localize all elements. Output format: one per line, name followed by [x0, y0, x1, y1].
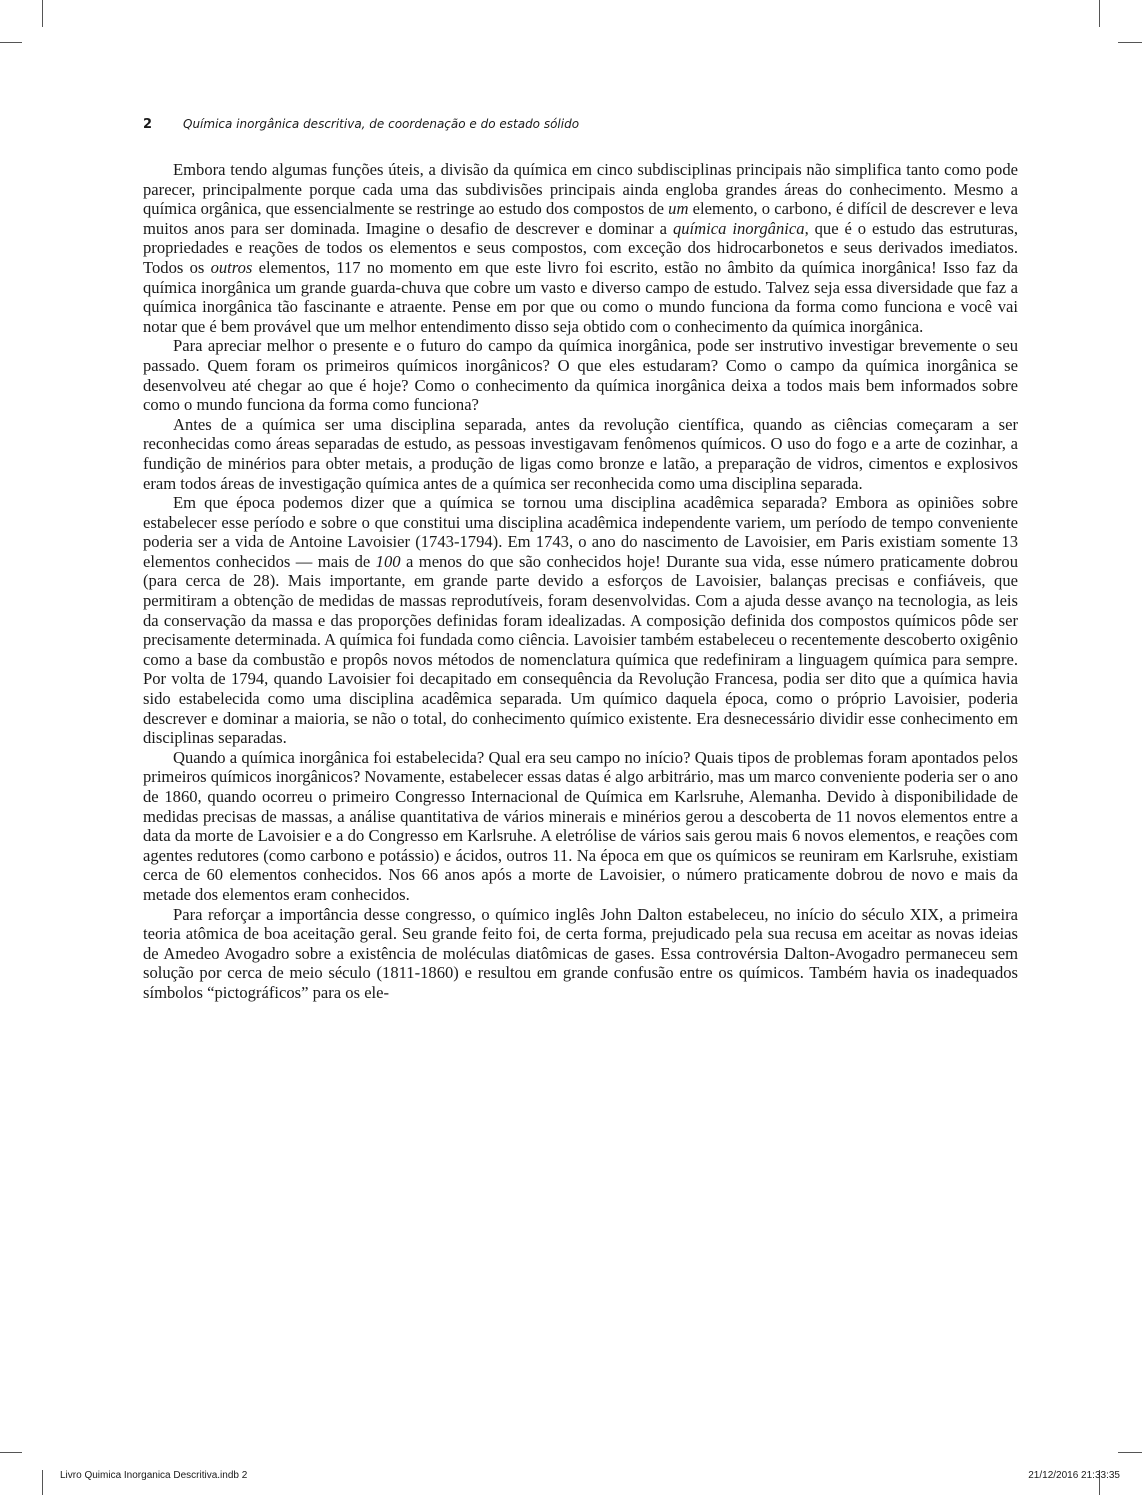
text-run: , que é o estudo das estruturas, propriedades e reações de todos os elementos e seus compostos, com exceção dos hidrocarbonetos e seus derivados imediatos. Todos os — [143, 218, 1018, 277]
footer-timestamp: 21/12/2016 21:33:35 — [1028, 1470, 1120, 1481]
text-run: a menos do que são conhecidos hoje! Durante sua vida, esse número praticamente dobrou (para cerca de 28). Mais importante, em grande parte devido a esforços de Lavoisier, balanças precisas e confiáveis, que permitiram a obtenção de medidas de massas reprodutíveis, foram desenvolvidas. Com a ajuda desse avanço na tecnologia, as leis da conservação da massa e das proporções definidas foram idealizadas. A composição definida dos compostos químicos pôde ser precisamente determinada. A química foi fundada como ciência. Lavoisier também estabeleceu o recentemente descoberto oxigênio como a base da combustão e propôs novos métodos de nomenclatura química que redefiniram a linguagem química para sempre. Por volta de 1794, quando Lavoisier foi decapitado em consequência da Revolução Francesa, podia ser dito que a química havia sido estabelecida como uma disciplina acadêmica separada. Um químico daquela época, como o próprio Lavoisier, poderia descrever e dominar a maioria, se não o total, do conhecimento químico existente. Era desnecessário dividir esse conhecimento em disciplinas separadas. — [143, 551, 1018, 748]
paragraph — [143, 415, 1018, 493]
running-title: Química inorgânica descritiva, de coordenação e do estado sólido — [183, 117, 580, 131]
paragraph — [143, 160, 1018, 336]
text-run: Antes de a química ser uma disciplina separada, antes da revolução científica, quando as ciências começaram a ser reconhecidas como áreas separadas de estudo, as pessoas investigavam fenômenos químicos. O uso do fogo e a arte de cozinhar, a fundição de minérios para obter metais, a produção de ligas como bronze e latão, a preparação de vidros, cimentos e explosivos eram todos áreas de investigação química antes de a química ser reconhecida como uma disciplina separada. — [143, 414, 1018, 493]
footer-file-name: Livro Quimica Inorganica Descritiva.indb 2 — [60, 1470, 248, 1481]
text-run: elementos, 117 no momento em que este livro foi escrito, estão no âmbito da química inorgânica! Isso faz da química inorgânica um grande guarda-chuva que cobre um vasto e diverso campo de estudo. Talvez seja essa diversidade que faz a química inorgânica tão fascinante e atraente. Pense em por que ou como o mundo funciona da forma como funciona e você vai notar que é bem provável que um melhor entendimento disso seja obtido com o conhecimento da química inorgânica. — [143, 257, 1018, 336]
text-run: elemento, o carbono, é difícil de descrever e leva muitos anos para ser dominada. Imagine o desafio de descrever e dominar a — [143, 199, 1018, 238]
crop-mark-top-right-h — [1118, 42, 1142, 43]
body-text — [143, 160, 1018, 1003]
text-run: Em que época podemos dizer que a química se tornou uma disciplina acadêmica separada? Embora as opiniões sobre estabelecer esse período e sobre o que constitui uma disciplina acadêmica independente variem, um período de tempo conveniente poderia ser a vida de Antoine Lavoisier (1743-1794). Em 1743, o ano do nascimento de Lavoisier, em Paris existiam somente 13 elementos conhecidos — mais de — [143, 493, 1018, 571]
crop-mark-bottom-left — [42, 1470, 43, 1495]
paragraph — [143, 336, 1018, 414]
running-header — [143, 116, 1023, 136]
text-run: Para reforçar a importância desse congresso, o químico inglês John Dalton estabeleceu, no início do século XIX, a primeira teoria atômica de boa aceitação geral. Seu grande feito foi, de certa forma, prejudicado pela sua recusa em aceitar as novas ideias de Amedeo Avogadro sobre a existência de moléculas diatômicas de gases. Essa controvérsia Dalton-Avogadro permaneceu sem solução por cerca de meio século (1811-1860) e resultou em grande confusão entre os químicos. Também havia os inadequados símbolos “pictográficos” para os ele- — [143, 904, 1018, 1002]
text-run: Embora tendo algumas funções úteis, a divisão da química em cinco subdisciplinas principais não simplifica tanto como pode parecer, principalmente porque cada uma das subdivisões principais ainda engloba grandes áreas do conhecimento. Mesmo a química orgânica, que essencialmente se restringe ao estudo dos compostos de — [143, 160, 1018, 219]
emphasis-text: química inorgânica — [672, 218, 805, 238]
emphasis-text: 100 — [375, 551, 401, 571]
emphasis-text: um — [668, 199, 689, 219]
paragraph — [143, 748, 1018, 905]
text-run: Para apreciar melhor o presente e o futuro do campo da química inorgânica, pode ser instrutivo investigar brevemente o seu passado. Quem foram os primeiros químicos inorgânicos? O que eles estudaram? Como o campo da química inorgânica se desenvolveu até chegar ao que é hoje? Como o conhecimento da química inorgânica deixa a todos mais bem informados sobre como o mundo funciona da forma como funciona? — [143, 336, 1018, 415]
paragraph — [143, 493, 1018, 748]
page-number: 2 — [143, 117, 153, 132]
paragraph — [143, 905, 1018, 1003]
text-run: Quando a química inorgânica foi estabelecida? Qual era seu campo no início? Quais tipos de problemas foram apontados pelos primeiros químicos inorgânicos? Novamente, estabelecer essas datas é algo arbitrário, mas um marco conveniente poderia ser o ano de 1860, quando ocorreu o primeiro Congresso Internacional de Química em Karlsruhe, Alemanha. Devido à disponibilidade de medidas precisas de massas, a análise quantitativa de vários minerais e minérios gerou a descoberta de 11 novos elementos entre a data da morte de Lavoisier e a do Congresso em Karlsruhe. A eletrólise de vários sais gerou mais 6 novos elementos, e reações com agentes redutores (como carbono e potássio) e ácidos, outros 11. Na época em que os químicos se reuniram em Karlsruhe, existiam cerca de 60 elementos conhecidos. Nos 66 anos após a morte de Lavoisier, o número praticamente dobrou de novo e mais da metade dos elementos eram conhecidos. — [143, 747, 1018, 904]
crop-mark-bottom-left-h — [0, 1452, 22, 1453]
crop-mark-top-right — [1099, 0, 1100, 27]
emphasis-text: outros — [210, 257, 253, 277]
crop-mark-top-left-h — [0, 42, 22, 43]
crop-mark-top-left — [42, 0, 43, 27]
crop-mark-bottom-right-h — [1118, 1452, 1142, 1453]
